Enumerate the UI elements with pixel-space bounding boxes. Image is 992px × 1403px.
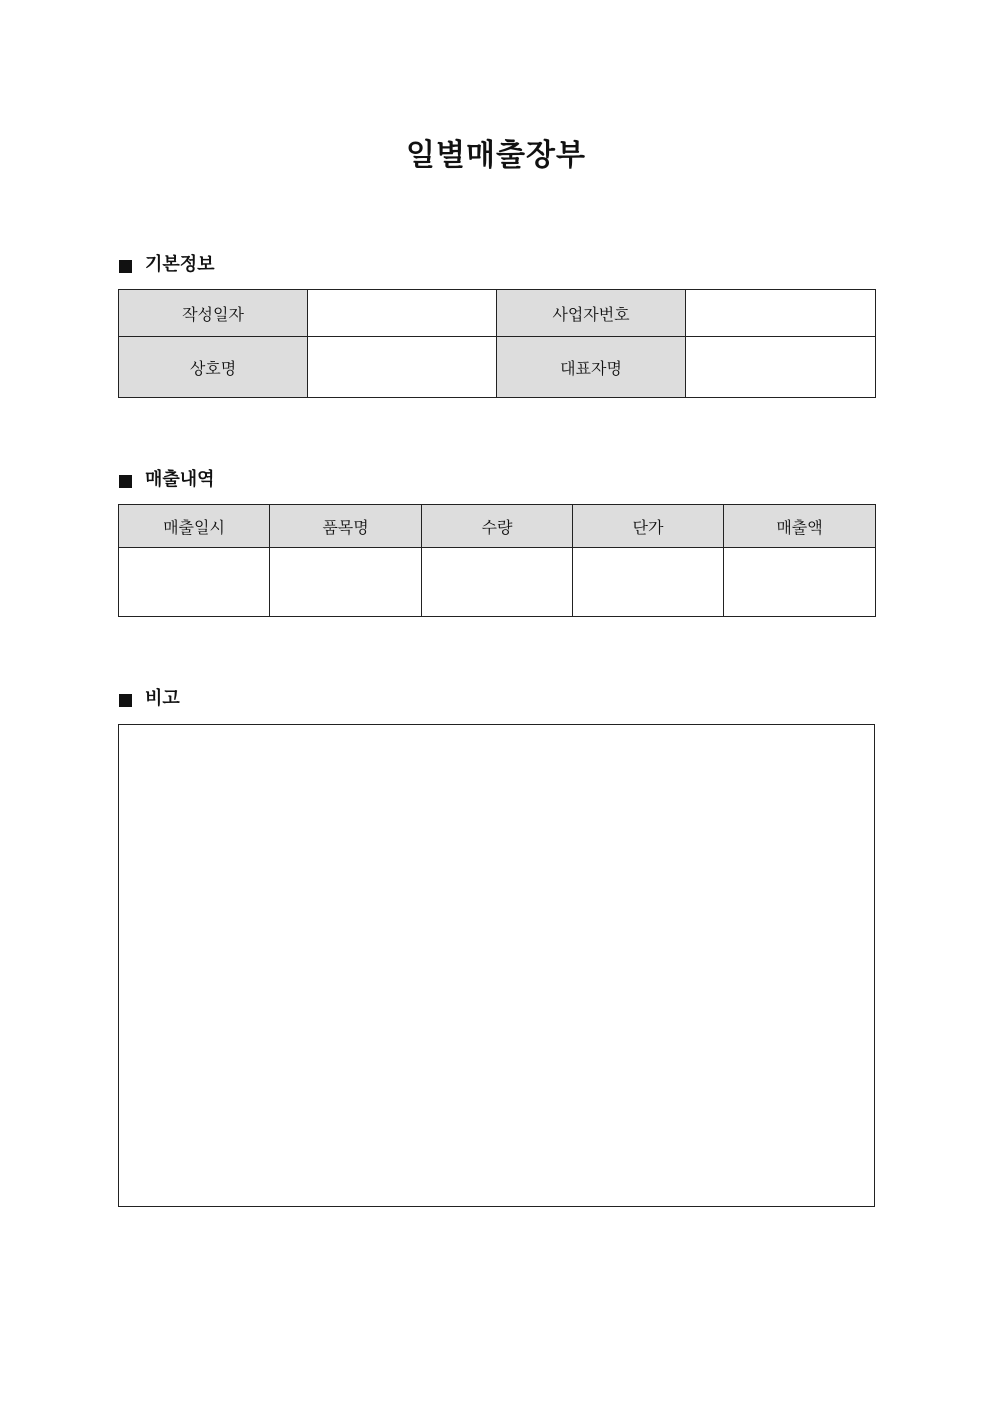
section-heading-basic-info: [119, 252, 215, 278]
column-header-unit-price: 단가: [573, 505, 724, 548]
label-company-name: 상호명: [119, 337, 308, 398]
table-row: [119, 290, 876, 337]
date-written-field[interactable]: [308, 290, 497, 337]
section-heading-label: 비고: [145, 688, 180, 709]
label-date-written: 작성일자: [119, 290, 308, 337]
sale-datetime-cell[interactable]: [119, 548, 270, 617]
page-title: 일별매출장부: [406, 138, 586, 173]
sales-amount-cell[interactable]: [724, 548, 876, 617]
column-header-sales-amount: 매출액: [724, 505, 876, 548]
unit-price-cell[interactable]: [573, 548, 724, 617]
label-business-number: 사업자번호: [497, 290, 686, 337]
table-header-row: [119, 505, 876, 548]
business-number-field[interactable]: [686, 290, 876, 337]
section-heading-label: 기본정보: [145, 254, 215, 275]
section-heading-remarks: [119, 686, 180, 712]
table-row: [119, 548, 876, 617]
representative-name-field[interactable]: [686, 337, 876, 398]
section-heading-label: 매출내역: [145, 469, 215, 490]
black-square-icon: [119, 475, 132, 488]
black-square-icon: [119, 260, 132, 273]
table-row: [119, 337, 876, 398]
sales-table: [118, 504, 876, 617]
quantity-cell[interactable]: [422, 548, 573, 617]
column-header-quantity: 수량: [422, 505, 573, 548]
remarks-box[interactable]: [118, 724, 875, 1207]
company-name-field[interactable]: [308, 337, 497, 398]
section-heading-sales: [119, 467, 215, 493]
column-header-item-name: 품목명: [270, 505, 422, 548]
basic-info-table: [118, 289, 876, 398]
column-header-sale-datetime: 매출일시: [119, 505, 270, 548]
black-square-icon: [119, 694, 132, 707]
item-name-cell[interactable]: [270, 548, 422, 617]
label-representative-name: 대표자명: [497, 337, 686, 398]
